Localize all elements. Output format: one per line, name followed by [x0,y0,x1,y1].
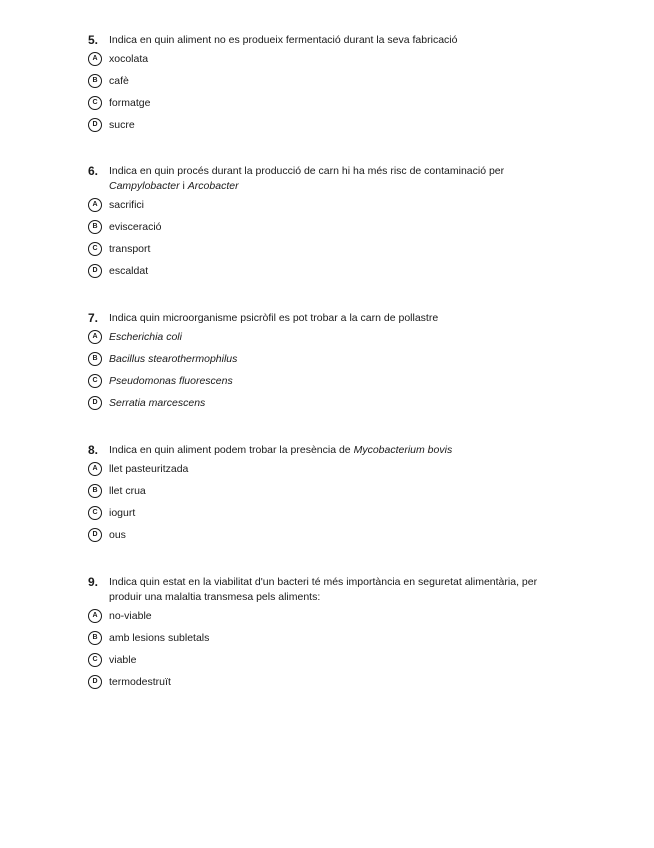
option-text[interactable]: evisceració [109,221,162,233]
conjunction: i [179,180,188,192]
organism-name: Campylobacter [109,180,180,192]
options-list [88,329,588,417]
organism-name: Arcobacter [187,180,239,192]
question-text: Indica en quin aliment no es produeix fermentació durant la seva fabricació [109,34,458,46]
option-text[interactable]: no-viable [109,610,152,622]
option-text[interactable]: Serratia marcescens [109,397,206,409]
question-text: Indica quin estat en la viabilitat d'un bacteri té més importància en seguretat alimentària, per [109,576,538,588]
option-d[interactable] [88,117,588,139]
option-text[interactable]: Escherichia coli [109,331,182,343]
question-text-line2: produir una malaltia transmesa pels aliments: [109,591,321,603]
option-text[interactable]: iogurt [109,507,136,519]
question-text-line2 [109,179,588,194]
option-text[interactable]: transport [109,243,151,255]
option-c[interactable] [88,505,588,527]
option-b[interactable] [88,219,588,241]
option-b[interactable] [88,630,588,652]
option-letter-c-icon[interactable]: C [88,653,102,667]
options-list [88,461,588,549]
option-letter-c-icon[interactable]: C [88,374,102,388]
option-text[interactable]: llet pasteuritzada [109,463,189,475]
option-text[interactable]: sacrifici [109,199,145,211]
option-letter-a-icon[interactable]: A [88,330,102,344]
option-text[interactable]: Bacillus stearothermophilus [109,353,238,365]
option-letter-b-icon[interactable]: B [88,484,102,498]
option-text[interactable]: Pseudomonas fluorescens [109,375,233,387]
option-letter-c-icon[interactable]: C [88,506,102,520]
option-letter-d-icon[interactable]: D [88,675,102,689]
option-c[interactable] [88,373,588,395]
options-list [88,51,588,139]
option-a[interactable] [88,608,588,630]
option-letter-b-icon[interactable]: B [88,631,102,645]
option-text[interactable]: ous [109,529,126,541]
option-letter-a-icon[interactable]: A [88,609,102,623]
option-a[interactable] [88,51,588,73]
option-text[interactable]: escaldat [109,265,149,277]
option-c[interactable] [88,652,588,674]
option-d[interactable] [88,395,588,417]
option-text[interactable]: sucre [109,119,135,131]
question-9 [88,575,588,696]
question-number: 6. [88,164,99,178]
question-number: 5. [88,33,99,47]
option-text[interactable]: termodestruït [109,676,171,688]
question-number: 9. [88,575,99,589]
option-letter-a-icon[interactable]: A [88,198,102,212]
option-text[interactable]: xocolata [109,53,149,65]
question-7 [88,311,588,417]
option-letter-b-icon[interactable]: B [88,220,102,234]
option-a[interactable] [88,329,588,351]
options-list [88,608,588,696]
question-text: Indica quin microorganisme psicròfil es pot trobar a la carn de pollastre [109,312,439,324]
option-d[interactable] [88,674,588,696]
option-text[interactable]: amb lesions subletals [109,632,210,644]
question-header [88,164,588,194]
option-letter-a-icon[interactable]: A [88,52,102,66]
option-a[interactable] [88,461,588,483]
question-8 [88,443,588,549]
option-letter-a-icon[interactable]: A [88,462,102,476]
question-number: 8. [88,443,99,457]
question-number: 7. [88,311,99,325]
question-5 [88,33,588,139]
option-c[interactable] [88,241,588,263]
option-text[interactable]: cafè [109,75,129,87]
options-list [88,197,588,285]
option-letter-b-icon[interactable]: B [88,74,102,88]
option-letter-b-icon[interactable]: B [88,352,102,366]
option-letter-c-icon[interactable]: C [88,242,102,256]
question-header [88,443,588,458]
question-header [88,575,588,605]
option-c[interactable] [88,95,588,117]
question-text: Indica en quin aliment podem trobar la presència de [109,444,354,456]
organism-name: Mycobacterium bovis [353,444,453,456]
option-text[interactable]: llet crua [109,485,146,497]
option-b[interactable] [88,483,588,505]
question-header [88,33,588,48]
option-a[interactable] [88,197,588,219]
question-text: Indica en quin procés durant la producció de carn hi ha més risc de contaminació per [109,165,505,177]
question-6 [88,164,588,285]
option-letter-c-icon[interactable]: C [88,96,102,110]
option-letter-d-icon[interactable]: D [88,528,102,542]
option-letter-d-icon[interactable]: D [88,118,102,132]
option-b[interactable] [88,73,588,95]
option-letter-d-icon[interactable]: D [88,264,102,278]
option-letter-d-icon[interactable]: D [88,396,102,410]
option-text[interactable]: formatge [109,97,151,109]
question-header [88,311,588,326]
option-d[interactable] [88,527,588,549]
option-d[interactable] [88,263,588,285]
option-b[interactable] [88,351,588,373]
option-text[interactable]: viable [109,654,137,666]
